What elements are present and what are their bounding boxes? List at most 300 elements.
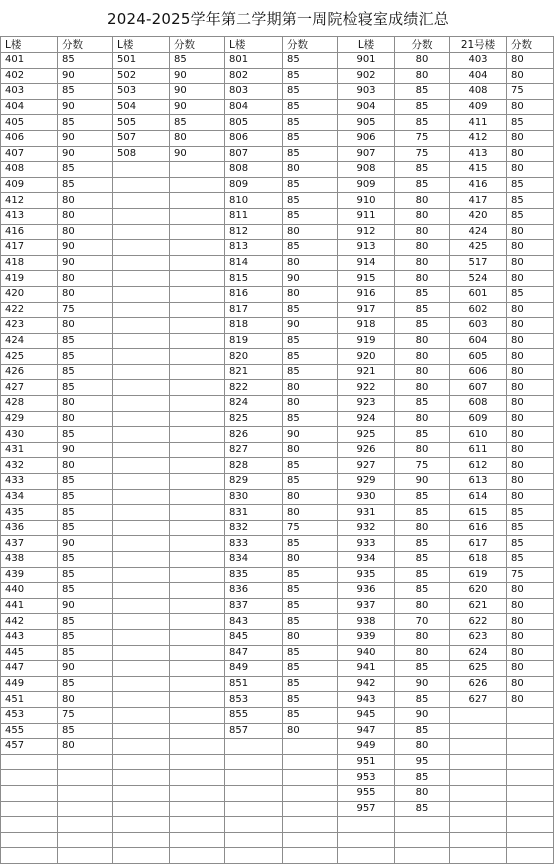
score-cell xyxy=(170,536,225,552)
score-cell xyxy=(170,396,225,412)
score-cell: 90 xyxy=(170,84,225,100)
room-cell: 851 xyxy=(225,676,283,692)
room-cell: 905 xyxy=(338,115,395,131)
table-row xyxy=(1,567,554,583)
room-cell xyxy=(225,770,283,786)
room-cell: 417 xyxy=(450,193,507,209)
room-cell xyxy=(450,754,507,770)
table-row xyxy=(1,707,554,723)
room-cell: 430 xyxy=(1,427,58,443)
room-cell: 815 xyxy=(225,271,283,287)
room-cell: 451 xyxy=(1,692,58,708)
score-cell: 80 xyxy=(283,629,338,645)
score-cell xyxy=(507,754,554,770)
room-cell: 953 xyxy=(338,770,395,786)
room-cell: 834 xyxy=(225,552,283,568)
column-header-score: 分数 xyxy=(58,37,113,53)
score-cell: 85 xyxy=(283,99,338,115)
room-cell xyxy=(225,754,283,770)
room-cell: 401 xyxy=(1,53,58,69)
score-cell xyxy=(283,832,338,848)
score-cell: 85 xyxy=(283,583,338,599)
room-cell: 443 xyxy=(1,629,58,645)
score-cell: 80 xyxy=(395,68,450,84)
room-cell: 937 xyxy=(338,598,395,614)
room-cell: 439 xyxy=(1,567,58,583)
table-row xyxy=(1,302,554,318)
score-cell: 85 xyxy=(507,536,554,552)
score-cell xyxy=(170,240,225,256)
score-cell: 85 xyxy=(395,286,450,302)
score-cell: 85 xyxy=(283,240,338,256)
score-cell: 85 xyxy=(283,458,338,474)
score-cell xyxy=(170,817,225,833)
room-cell: 957 xyxy=(338,801,395,817)
score-cell: 80 xyxy=(507,489,554,505)
room-cell: 457 xyxy=(1,739,58,755)
room-cell: 613 xyxy=(450,474,507,490)
score-cell: 90 xyxy=(395,707,450,723)
room-cell: 455 xyxy=(1,723,58,739)
room-cell: 936 xyxy=(338,583,395,599)
header-row xyxy=(1,37,554,53)
score-cell: 80 xyxy=(507,240,554,256)
score-cell xyxy=(170,520,225,536)
room-cell: 605 xyxy=(450,349,507,365)
table-row xyxy=(1,552,554,568)
room-cell: 904 xyxy=(338,99,395,115)
score-cell: 80 xyxy=(58,208,113,224)
score-cell: 80 xyxy=(507,349,554,365)
table-row xyxy=(1,442,554,458)
score-cell: 85 xyxy=(283,193,338,209)
table-row xyxy=(1,162,554,178)
score-cell: 85 xyxy=(58,629,113,645)
score-cell xyxy=(170,583,225,599)
score-cell: 85 xyxy=(58,645,113,661)
room-cell: 424 xyxy=(1,333,58,349)
room-cell: 620 xyxy=(450,583,507,599)
room-cell: 608 xyxy=(450,396,507,412)
room-cell: 603 xyxy=(450,318,507,334)
score-cell: 85 xyxy=(283,692,338,708)
score-cell: 85 xyxy=(283,598,338,614)
score-cell: 85 xyxy=(58,162,113,178)
room-cell xyxy=(338,832,395,848)
room-cell: 849 xyxy=(225,661,283,677)
table-row xyxy=(1,68,554,84)
room-cell xyxy=(225,832,283,848)
room-cell xyxy=(113,567,170,583)
table-row xyxy=(1,115,554,131)
table-row xyxy=(1,848,554,864)
score-cell: 85 xyxy=(395,723,450,739)
score-cell xyxy=(170,489,225,505)
room-cell xyxy=(113,848,170,864)
room-cell: 927 xyxy=(338,458,395,474)
room-cell: 907 xyxy=(338,146,395,162)
score-cell: 85 xyxy=(507,208,554,224)
room-cell: 411 xyxy=(450,115,507,131)
room-cell: 618 xyxy=(450,552,507,568)
room-cell xyxy=(113,598,170,614)
score-cell: 80 xyxy=(58,224,113,240)
score-cell: 85 xyxy=(507,505,554,521)
room-cell: 816 xyxy=(225,286,283,302)
score-cell: 80 xyxy=(507,614,554,630)
room-cell: 438 xyxy=(1,552,58,568)
room-cell: 616 xyxy=(450,520,507,536)
room-cell xyxy=(1,832,58,848)
score-cell xyxy=(58,754,113,770)
room-cell: 853 xyxy=(225,692,283,708)
score-cell xyxy=(170,255,225,271)
score-cell: 80 xyxy=(283,255,338,271)
room-cell: 607 xyxy=(450,380,507,396)
score-cell: 80 xyxy=(395,411,450,427)
score-cell: 80 xyxy=(58,286,113,302)
score-cell: 85 xyxy=(395,162,450,178)
score-cell: 90 xyxy=(283,318,338,334)
score-cell: 85 xyxy=(283,676,338,692)
room-cell xyxy=(113,162,170,178)
room-cell: 604 xyxy=(450,333,507,349)
room-cell: 903 xyxy=(338,84,395,100)
score-cell xyxy=(170,474,225,490)
room-cell: 942 xyxy=(338,676,395,692)
room-cell: 811 xyxy=(225,208,283,224)
room-cell xyxy=(113,583,170,599)
room-cell xyxy=(1,817,58,833)
room-cell: 943 xyxy=(338,692,395,708)
score-cell: 85 xyxy=(395,427,450,443)
score-cell: 85 xyxy=(283,146,338,162)
score-cell: 85 xyxy=(58,567,113,583)
room-cell xyxy=(1,754,58,770)
room-cell: 617 xyxy=(450,536,507,552)
score-cell: 90 xyxy=(170,68,225,84)
score-cell: 90 xyxy=(58,130,113,146)
table-row xyxy=(1,832,554,848)
score-cell: 85 xyxy=(283,614,338,630)
room-cell: 433 xyxy=(1,474,58,490)
room-cell: 810 xyxy=(225,193,283,209)
table-row xyxy=(1,598,554,614)
room-cell: 442 xyxy=(1,614,58,630)
score-cell: 80 xyxy=(507,661,554,677)
score-cell: 85 xyxy=(395,396,450,412)
score-cell xyxy=(170,193,225,209)
score-cell: 80 xyxy=(507,318,554,334)
room-cell xyxy=(113,286,170,302)
column-header-score: 分数 xyxy=(283,37,338,53)
room-cell: 912 xyxy=(338,224,395,240)
score-cell: 85 xyxy=(58,614,113,630)
room-cell: 831 xyxy=(225,505,283,521)
table-row xyxy=(1,99,554,115)
score-cell xyxy=(170,458,225,474)
room-cell: 624 xyxy=(450,645,507,661)
table-row xyxy=(1,458,554,474)
score-cell: 80 xyxy=(283,505,338,521)
score-cell xyxy=(170,723,225,739)
score-cell: 85 xyxy=(395,692,450,708)
score-cell xyxy=(507,707,554,723)
score-cell xyxy=(170,598,225,614)
table-row xyxy=(1,770,554,786)
room-cell: 418 xyxy=(1,255,58,271)
page-title: 2024-2025学年第二学期第一周院检寝室成绩汇总 xyxy=(107,9,449,28)
table-row xyxy=(1,785,554,801)
room-cell: 930 xyxy=(338,489,395,505)
room-cell: 955 xyxy=(338,785,395,801)
table-row xyxy=(1,53,554,69)
room-cell: 804 xyxy=(225,99,283,115)
room-cell: 835 xyxy=(225,567,283,583)
score-cell xyxy=(170,661,225,677)
room-cell: 802 xyxy=(225,68,283,84)
score-cell: 85 xyxy=(395,489,450,505)
table-row xyxy=(1,286,554,302)
table-row xyxy=(1,536,554,552)
room-cell xyxy=(113,505,170,521)
room-cell: 809 xyxy=(225,177,283,193)
room-cell: 609 xyxy=(450,411,507,427)
room-cell: 441 xyxy=(1,598,58,614)
score-cell: 80 xyxy=(507,427,554,443)
score-cell: 80 xyxy=(507,692,554,708)
room-cell: 503 xyxy=(113,84,170,100)
score-cell: 85 xyxy=(507,520,554,536)
room-cell: 417 xyxy=(1,240,58,256)
score-cell xyxy=(170,442,225,458)
table-row xyxy=(1,84,554,100)
room-cell: 403 xyxy=(1,84,58,100)
score-cell: 90 xyxy=(283,271,338,287)
table-row xyxy=(1,349,554,365)
score-cell: 80 xyxy=(507,53,554,69)
score-cell: 80 xyxy=(58,271,113,287)
score-cell: 85 xyxy=(283,707,338,723)
room-cell: 836 xyxy=(225,583,283,599)
score-cell: 80 xyxy=(283,442,338,458)
score-cell: 85 xyxy=(170,53,225,69)
score-cell xyxy=(58,785,113,801)
table-row xyxy=(1,130,554,146)
column-header-building: 21号楼 xyxy=(450,37,507,53)
score-cell: 85 xyxy=(58,333,113,349)
score-cell: 80 xyxy=(58,739,113,755)
score-cell xyxy=(283,801,338,817)
table-row xyxy=(1,645,554,661)
room-cell: 826 xyxy=(225,427,283,443)
room-cell: 502 xyxy=(113,68,170,84)
room-cell xyxy=(450,739,507,755)
room-cell: 403 xyxy=(450,53,507,69)
score-cell xyxy=(170,286,225,302)
table-row xyxy=(1,614,554,630)
room-cell: 909 xyxy=(338,177,395,193)
score-cell: 80 xyxy=(395,364,450,380)
score-cell: 85 xyxy=(507,286,554,302)
score-cell: 75 xyxy=(395,146,450,162)
score-cell: 80 xyxy=(58,193,113,209)
score-cell: 80 xyxy=(507,474,554,490)
score-cell: 90 xyxy=(58,661,113,677)
table-row xyxy=(1,583,554,599)
score-cell: 80 xyxy=(395,739,450,755)
room-cell xyxy=(113,255,170,271)
score-cell: 85 xyxy=(58,723,113,739)
room-cell: 434 xyxy=(1,489,58,505)
room-cell xyxy=(225,848,283,864)
room-cell: 814 xyxy=(225,255,283,271)
score-cell xyxy=(283,754,338,770)
score-cell: 80 xyxy=(507,271,554,287)
score-cell: 90 xyxy=(283,427,338,443)
score-cell: 80 xyxy=(507,130,554,146)
room-cell xyxy=(113,832,170,848)
room-cell: 822 xyxy=(225,380,283,396)
score-cell: 75 xyxy=(58,302,113,318)
score-cell: 85 xyxy=(395,115,450,131)
score-cell xyxy=(170,614,225,630)
room-cell xyxy=(450,848,507,864)
room-cell: 845 xyxy=(225,629,283,645)
room-cell: 818 xyxy=(225,318,283,334)
room-cell xyxy=(113,349,170,365)
score-cell: 80 xyxy=(507,146,554,162)
score-cell: 90 xyxy=(58,68,113,84)
table-row xyxy=(1,427,554,443)
room-cell xyxy=(113,380,170,396)
score-cell xyxy=(507,770,554,786)
room-cell: 601 xyxy=(450,286,507,302)
room-cell: 923 xyxy=(338,396,395,412)
score-cell xyxy=(170,629,225,645)
room-cell xyxy=(113,629,170,645)
score-cell: 85 xyxy=(283,645,338,661)
room-cell: 524 xyxy=(450,271,507,287)
score-cell: 80 xyxy=(507,676,554,692)
score-cell xyxy=(170,505,225,521)
room-cell: 622 xyxy=(450,614,507,630)
room-cell: 420 xyxy=(450,208,507,224)
score-cell xyxy=(507,801,554,817)
score-cell: 80 xyxy=(395,645,450,661)
room-cell: 606 xyxy=(450,364,507,380)
score-cell: 85 xyxy=(395,505,450,521)
score-cell xyxy=(170,707,225,723)
room-cell: 440 xyxy=(1,583,58,599)
score-cell xyxy=(507,723,554,739)
score-cell xyxy=(170,770,225,786)
room-cell: 453 xyxy=(1,707,58,723)
room-cell xyxy=(113,489,170,505)
score-cell: 80 xyxy=(507,458,554,474)
score-cell: 85 xyxy=(58,364,113,380)
room-cell: 929 xyxy=(338,474,395,490)
room-cell: 932 xyxy=(338,520,395,536)
room-cell: 824 xyxy=(225,396,283,412)
room-cell: 424 xyxy=(450,224,507,240)
room-cell xyxy=(113,318,170,334)
room-cell: 625 xyxy=(450,661,507,677)
room-cell: 825 xyxy=(225,411,283,427)
table-row xyxy=(1,801,554,817)
table-row xyxy=(1,177,554,193)
score-cell xyxy=(170,567,225,583)
table-row xyxy=(1,629,554,645)
table-row xyxy=(1,224,554,240)
table-row xyxy=(1,739,554,755)
room-cell: 431 xyxy=(1,442,58,458)
room-cell: 901 xyxy=(338,53,395,69)
room-cell: 602 xyxy=(450,302,507,318)
score-cell: 85 xyxy=(395,99,450,115)
score-cell: 90 xyxy=(170,99,225,115)
room-cell: 803 xyxy=(225,84,283,100)
score-cell: 85 xyxy=(283,411,338,427)
score-cell xyxy=(58,832,113,848)
room-cell: 857 xyxy=(225,723,283,739)
score-cell: 85 xyxy=(395,302,450,318)
score-cell: 90 xyxy=(395,676,450,692)
room-cell: 423 xyxy=(1,318,58,334)
room-cell: 447 xyxy=(1,661,58,677)
room-cell: 612 xyxy=(450,458,507,474)
room-cell: 412 xyxy=(1,193,58,209)
room-cell xyxy=(113,770,170,786)
score-cell xyxy=(283,848,338,864)
room-cell: 807 xyxy=(225,146,283,162)
room-cell: 806 xyxy=(225,130,283,146)
score-cell: 85 xyxy=(395,536,450,552)
room-cell: 855 xyxy=(225,707,283,723)
score-cell: 80 xyxy=(507,411,554,427)
room-cell xyxy=(113,817,170,833)
score-cell: 85 xyxy=(283,349,338,365)
score-cell: 85 xyxy=(283,364,338,380)
score-cell: 85 xyxy=(58,552,113,568)
room-cell: 627 xyxy=(450,692,507,708)
table-row xyxy=(1,754,554,770)
score-cell: 80 xyxy=(507,364,554,380)
score-cell: 85 xyxy=(395,84,450,100)
room-cell xyxy=(113,458,170,474)
room-cell xyxy=(450,707,507,723)
room-cell xyxy=(113,754,170,770)
room-cell: 507 xyxy=(113,130,170,146)
score-cell: 85 xyxy=(58,583,113,599)
table-row xyxy=(1,208,554,224)
score-cell: 80 xyxy=(507,99,554,115)
score-cell xyxy=(170,318,225,334)
room-cell xyxy=(113,676,170,692)
score-cell: 80 xyxy=(283,552,338,568)
score-cell: 70 xyxy=(395,614,450,630)
column-header-building: L楼 xyxy=(338,37,395,53)
score-cell: 85 xyxy=(58,474,113,490)
room-cell: 408 xyxy=(1,162,58,178)
score-cell: 80 xyxy=(395,193,450,209)
score-cell xyxy=(170,848,225,864)
room-cell xyxy=(338,848,395,864)
room-cell: 419 xyxy=(1,271,58,287)
room-cell: 409 xyxy=(1,177,58,193)
room-cell: 828 xyxy=(225,458,283,474)
score-cell: 80 xyxy=(395,629,450,645)
